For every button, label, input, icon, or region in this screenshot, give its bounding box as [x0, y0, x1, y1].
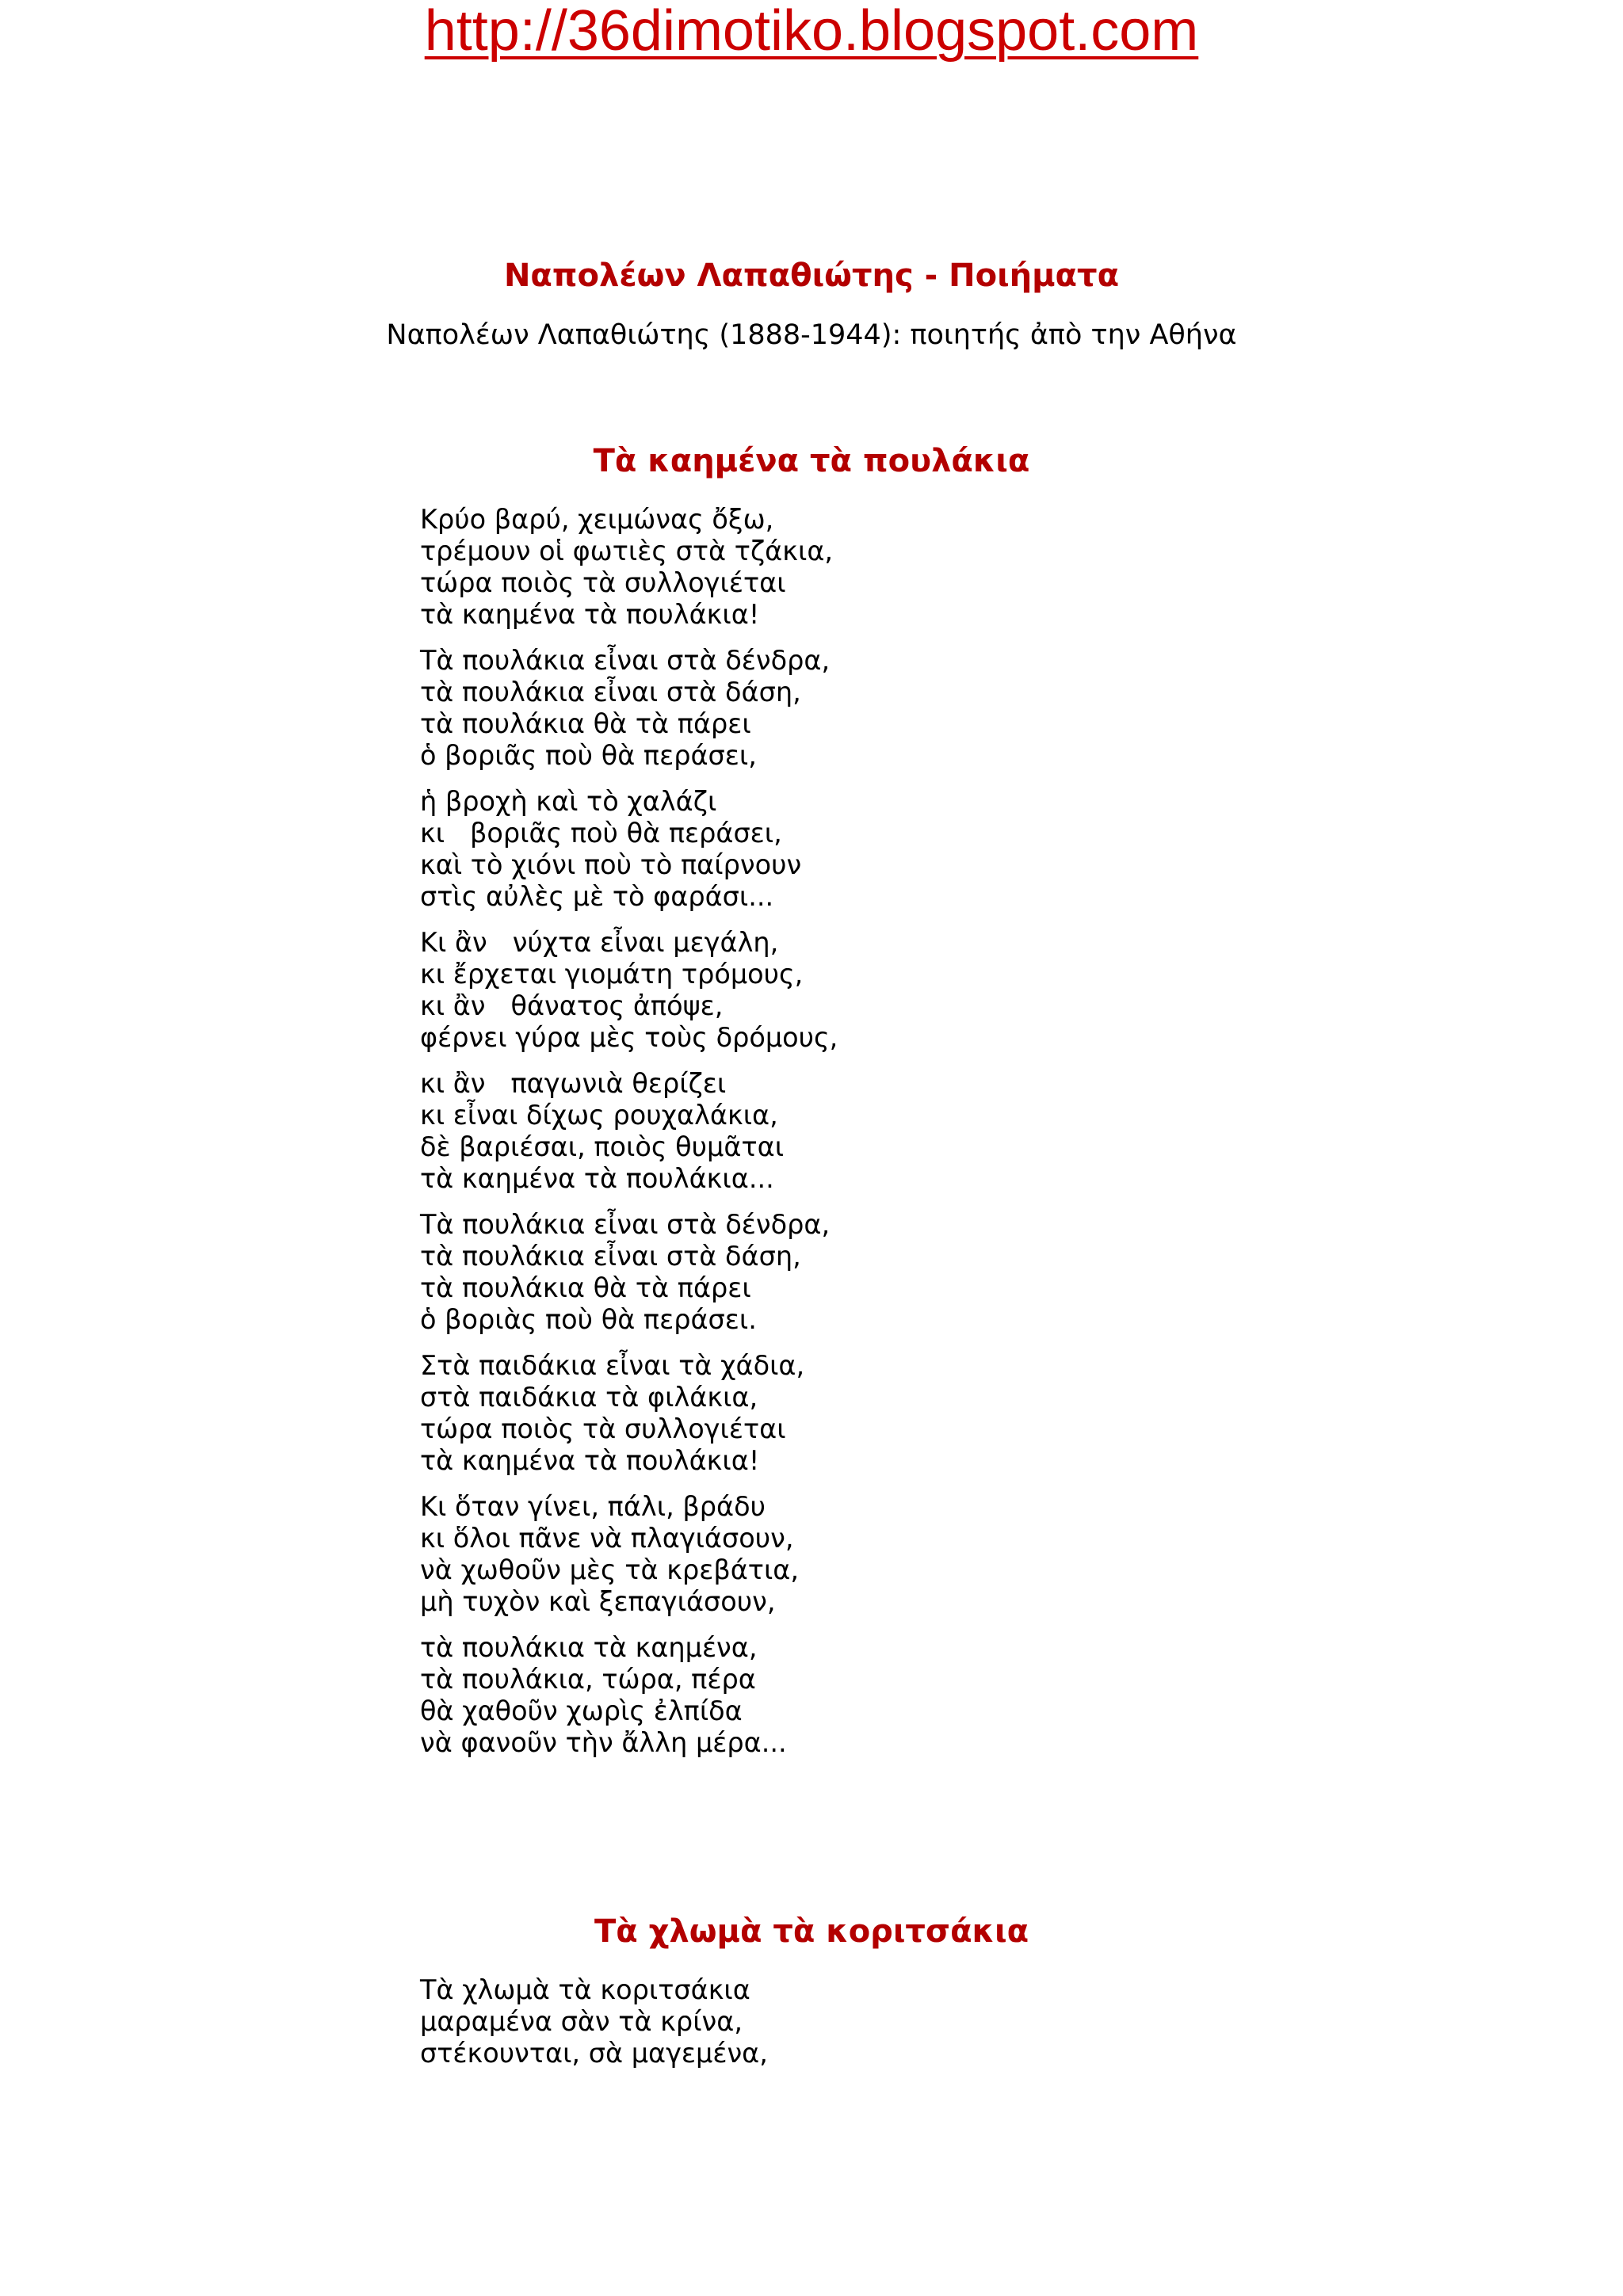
poem-line: νὰ χωθοῦν μὲς τὰ κρεβάτια,	[420, 1554, 800, 1585]
stanza	[420, 1209, 1371, 1336]
poem-line: τὰ καημένα τὰ πουλάκια!	[420, 599, 760, 630]
poem-line: Κι ὅταν γίνει, πάλι, βράδυ	[420, 1491, 766, 1522]
poem-line: τὰ πουλάκια, τώρα, πέρα	[420, 1664, 756, 1695]
poem-line: τώρα ποιὸς τὰ συλλογιέται	[420, 567, 786, 598]
poem-line: τὰ πουλάκια εἶναι στὰ δάση,	[420, 677, 801, 707]
stanza	[420, 504, 1371, 631]
poem-line: θὰ χαθοῦν χωρὶς ἐλπίδα	[420, 1695, 743, 1726]
poem-line: καὶ τὸ χιόνι ποὺ τὸ παίρνουν	[420, 849, 802, 880]
poem-line: Κρύο βαρύ, χειμώνας ὄξω,	[420, 504, 774, 535]
poem-line: τὰ πουλάκια τὰ καημένα,	[420, 1632, 758, 1663]
poem-line: τὰ πουλάκια θὰ τὰ πάρει	[420, 1272, 751, 1303]
poem-line: κι ἔρχεται γιομάτη τρόμους,	[420, 959, 804, 990]
stanza	[420, 927, 1371, 1054]
poem-line: Κι ἂν νύχτα εἶναι μεγάλη,	[420, 927, 779, 958]
site-url-link[interactable]: http://36dimotiko.blogspot.com	[424, 0, 1199, 63]
poem-line: κι ἂν παγωνιὰ θερίζει	[420, 1068, 727, 1099]
document-subtitle: Ναπολέων Λαπαθιώτης (1888-1944): ποιητής ἀπὸ την Αθήνα	[386, 319, 1237, 351]
stanza	[420, 1068, 1371, 1195]
poem-line: τὰ καημένα τὰ πουλάκια...	[420, 1163, 774, 1194]
poem-line: κι εἶναι δίχως ρουχαλάκια,	[420, 1100, 778, 1131]
poem-body	[420, 504, 1371, 1773]
poem-title: Τὰ χλωμὰ τὰ κοριτσάκια	[594, 1913, 1029, 1950]
poem-line: ὁ βοριὰς ποὺ θὰ περάσει.	[420, 1304, 757, 1335]
poem-line: ἡ βροχὴ καὶ τὸ χαλάζι	[420, 786, 717, 817]
poem-line: μαραμένα σὰν τὰ κρίνα,	[420, 2006, 743, 2037]
stanza	[420, 1974, 1371, 2069]
poem-line: τὰ πουλάκια εἶναι στὰ δάση,	[420, 1241, 801, 1272]
stanza	[420, 1350, 1371, 1477]
poem-line: νὰ φανοῦν τὴν ἄλλη μέρα...	[420, 1727, 787, 1758]
poem-line: Τὰ χλωμὰ τὰ κοριτσάκια	[420, 1974, 750, 2005]
poem-line: Τὰ πουλάκια εἶναι στὰ δένδρα,	[420, 645, 831, 676]
poem-line: τὰ καημένα τὰ πουλάκια!	[420, 1445, 760, 1476]
stanza	[420, 786, 1371, 913]
poem-line: τρέμουν οἱ φωτιὲς στὰ τζάκια,	[420, 536, 834, 566]
stanza	[420, 1491, 1371, 1618]
poem-line: ὁ βοριᾶς ποὺ θὰ περάσει,	[420, 740, 757, 771]
document-title: Ναπολέων Λαπαθιώτης - Ποιήματα	[503, 257, 1120, 294]
poem-line: δὲ βαριέσαι, ποιὸς θυμᾶται	[420, 1131, 785, 1162]
stanza	[420, 645, 1371, 772]
poem-title: Τὰ καημένα τὰ πουλάκια	[593, 443, 1030, 479]
poem-line: φέρνει γύρα μὲς τοὺς δρόμους,	[420, 1022, 838, 1053]
poem-line: Τὰ πουλάκια εἶναι στὰ δένδρα,	[420, 1209, 831, 1240]
poem-line: κι ὅλοι πᾶνε νὰ πλαγιάσουν,	[420, 1523, 794, 1554]
poem-line: Στὰ παιδάκια εἶναι τὰ χάδια,	[420, 1350, 805, 1381]
poem-line: στὶς αὐλὲς μὲ τὸ φαράσι...	[420, 881, 774, 912]
poem-line: τὰ πουλάκια θὰ τὰ πάρει	[420, 708, 751, 739]
poem-line: τώρα ποιὸς τὰ συλλογιέται	[420, 1413, 786, 1444]
poem-body	[420, 1974, 1371, 2084]
poem-line: μὴ τυχὸν καὶ ξεπαγιάσουν,	[420, 1586, 776, 1617]
poem-line: κι βοριᾶς ποὺ θὰ περάσει,	[420, 818, 782, 849]
stanza	[420, 1632, 1371, 1759]
poem-line: στέκουνται, σὰ μαγεμένα,	[420, 2038, 768, 2069]
poem-line: κι ἂν θάνατος ἀπόψε,	[420, 990, 724, 1021]
poem-line: στὰ παιδάκια τὰ φιλάκια,	[420, 1382, 758, 1413]
